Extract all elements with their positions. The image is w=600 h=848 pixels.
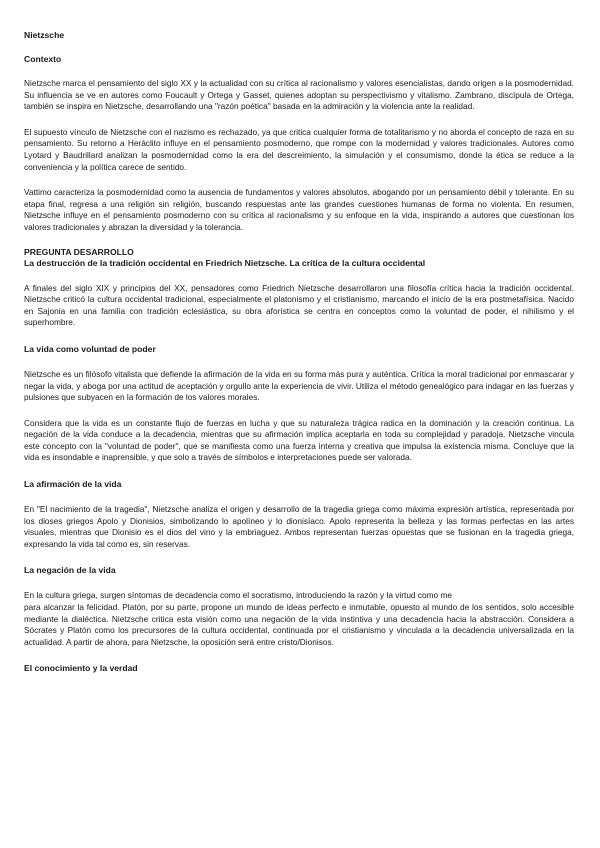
section-heading-negacion: La negación de la vida (24, 565, 116, 576)
section-heading-conocimiento: El conocimiento y la verdad (24, 663, 138, 674)
paragraph-contexto-2: El supuesto vínculo de Nietzsche con el nazismo es rechazado, ya que critica cualquier forma de totalitarismo y no aborda el concepto de raza en su pensamiento. Su retorno a Heráclito influye en el pensamiento posmoderno, que rompe con la modernidad y valores tradicionales. Autores como Lyotard y Baudrillard analizan la posmodernidad como la era del descreimiento, la simulación y el consumismo, donde la ética se reduce a la conveniencia y la política carece de sentido. (24, 126, 574, 172)
question-label: PREGUNTA DESARROLLO (24, 246, 134, 257)
paragraph-voluntad-1: Nietzsche es un filósofo vitalista que defiende la afirmación de la vida en su forma más pura y auténtica. Crítica la moral tradicional por enmascarar y negar la vida, y aboga por una actitud de aceptación y orgullo ante la experiencia de vivir. Utiliza el método genealógico para indagar en las fuerzas y pulsiones que subyacen en la formación de los valores morales. (24, 368, 574, 403)
document-title: Nietzsche (24, 30, 65, 40)
paragraph-negacion-line1: En la cultura griega, surgen síntomas de decadencia como el socratismo, introduciendo la razón y la virtud como me (24, 590, 452, 601)
section-heading-afirmacion: La afirmación de la vida (24, 479, 122, 490)
section-heading-contexto: Contexto (24, 54, 62, 64)
paragraph-negacion-rest: para alcanzar la felicidad. Platón, por su parte, propone un mundo de ideas perfecto e inmutable, opuesto al mundo de los sentidos, solo accesible mediante la dialéctica. Nietzsche critica esta visión como una negación de la vida instintiva y una decadencia hacia la abstracción. Considera a Sócrates y Platón como los precursores de la cultura occidental, continuada por el cristianismo y vinculada a la decadencia universalizada en la actualidad. A partir de ahora, para Nietzsche, la oposición será entre cristo/Dionisos. (24, 602, 574, 647)
section-heading-voluntad: La vida como voluntad de poder (24, 343, 156, 354)
paragraph-voluntad-2: Considera que la vida es un constante flujo de fuerzas en lucha y que su naturaleza trágica radica en la dominación y la creación continua. La negación de la vida conduce a la decadencia, mientras que su afirmación implica aceptarla en toda su complejidad y paradoja. Nietzsche vincula este concepto con la "voluntad de poder", que se manifiesta como una fuerza interna y creativa que impulsa la existencia misma. Concluye que la vida es insondable e inaprensible, y que solo a través de símbolos e interpretaciones puede ser valorada. (24, 417, 574, 463)
paragraph-contexto-1: Nietzsche marca el pensamiento del siglo XX y la actualidad con su crítica al racionalismo y valores esencialistas, dando origen a la posmodernidad. Su influencia se ve en autores como Foucault y Ortega y Gasset, quienes adoptan su perspectivismo y vitalismo. Zambrano, discípula de Ortega, también se inspira en Nietzsche, desarrollando una "razón poética" basada en la admiración y la violencia ante la realidad. (24, 78, 574, 112)
paragraph-negacion (24, 590, 574, 648)
paragraph-afirmacion: En "El nacimiento de la tragedia", Nietzsche analiza el origen y desarrollo de la tragedia griega como máxima expresión artística, representada por los dioses griegos Apolo y Dionisios, simbolizando lo apolíneo y lo dionisíaco. Apolo representa la belleza y las formas perfectas en las artes visuales, mientras que Dionisio es el dios del vino y la embriaguez. Ambos representan fuerzas opuestas que se fusionan en la tragedia griega, expresando la vida tal como es, sin reservas. (24, 504, 574, 549)
question-heading: La destrucción de la tradición occidental en Friedrich Nietzsche. La crítica de la cultura occidental (24, 257, 426, 268)
document-page (24, 30, 574, 674)
paragraph-pregunta: A finales del siglo XIX y principios del XX, pensadores como Friedrich Nietzsche desarrollaron una filosofía crítica hacia la tradición occidental. Nietzsche criticó la cultura occidental tradicional, especialmente el platonismo y el cristianismo, marcando el inicio de la era postmetafísica. Nacido en Sajonia en una familia con tradición eclesiástica, su obra aforística se centra en conceptos como la voluntad de poder, el nihilismo y el superhombre. (24, 282, 574, 328)
paragraph-contexto-3: Vattimo caracteriza la posmodernidad como la ausencia de fundamentos y valores absolutos, abogando por un pensamiento débil y tolerante. En su etapa final, regresa a una religión sin religión, buscando respuestas ante las grandes cuestiones humanas de forma no violenta. En resumen, Nietzsche influye en el pensamiento posmoderno con su crítica al racionalismo y su enfoque en la vida, inspirando a autores que cuestionan los valores tradicionales y abrazan la diversidad y la tolerancia. (24, 187, 574, 232)
